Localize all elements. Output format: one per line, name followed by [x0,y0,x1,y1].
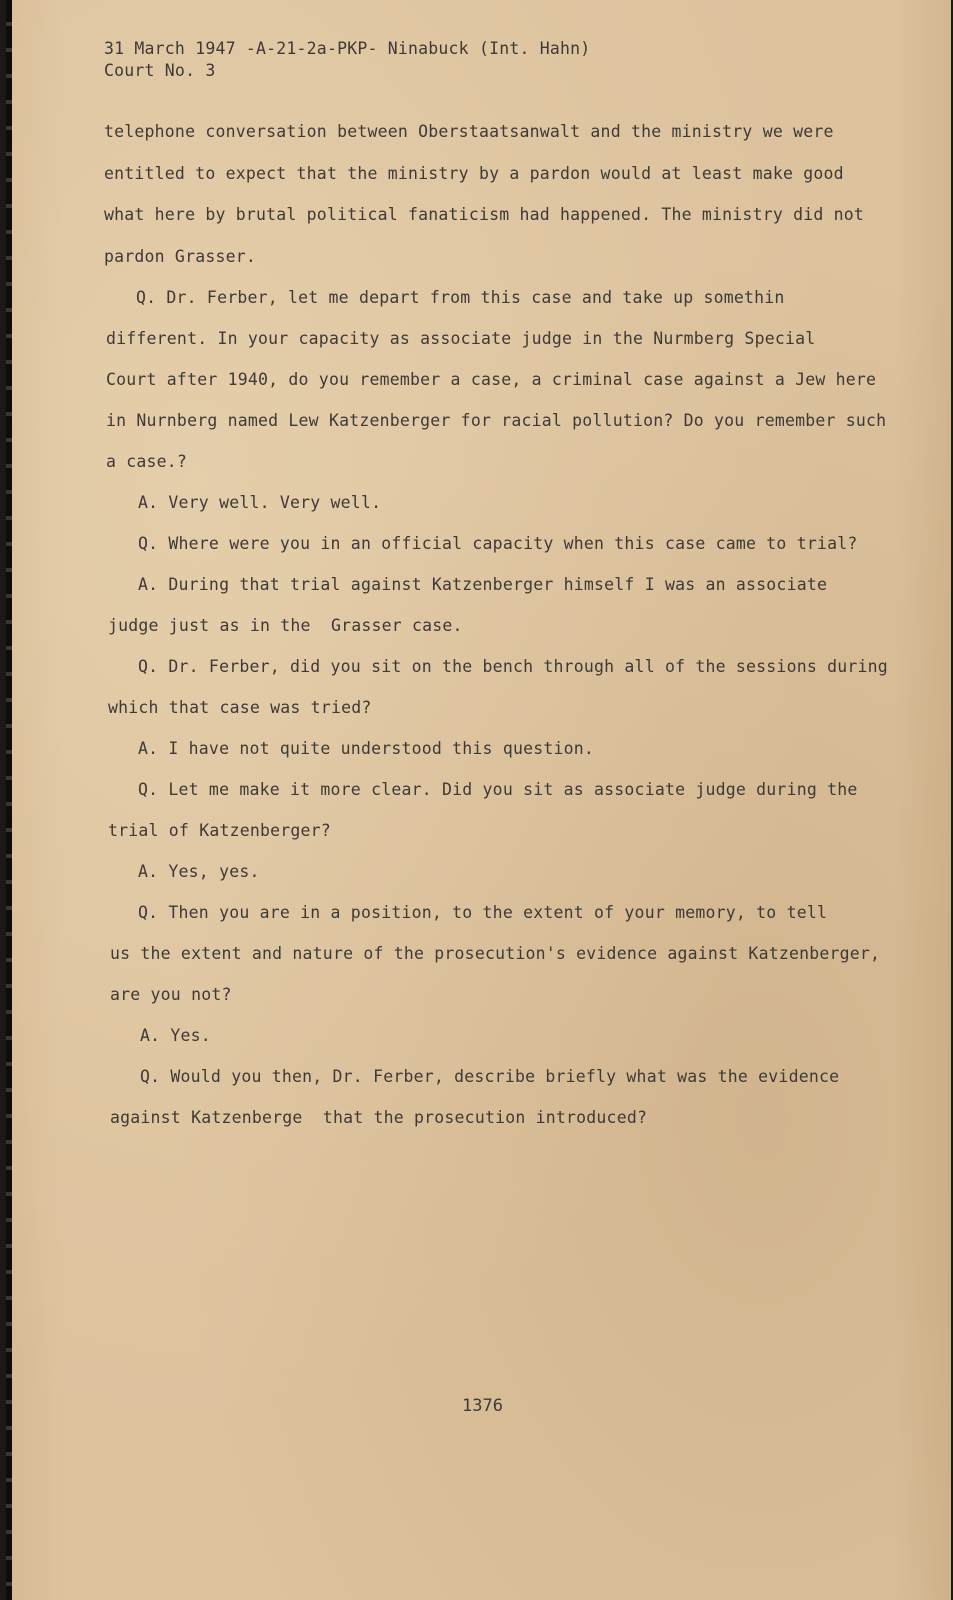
transcript-line: different. In your capacity as associate judge in the Nurmberg Special [106,329,816,348]
document-header [104,38,590,82]
header-line-date-case: 31 March 1947 -A-21-2a-PKP- Ninabuck (Int. Hahn) [104,39,591,58]
transcript-line: trial of Katzenberger? [108,821,331,840]
transcript-line: pardon Grasser. [104,247,257,266]
transcript-line: Q. Where were you in an official capacity when this case came to trial? [138,534,858,553]
transcript-line: A. I have not quite understood this question. [138,739,595,758]
transcript-line: A. Very well. Very well. [138,493,382,512]
transcript-line: against Katzenberge that the prosecution introduced? [110,1108,648,1127]
transcript-line: which that case was tried? [108,698,372,717]
binding-edge [6,0,12,1600]
transcript-line: Q. Dr. Ferber, let me depart from this case and take up somethin [136,288,785,307]
transcript-line: A. Yes, yes. [138,862,260,881]
transcript-line: a case.? [106,452,188,471]
transcript-line: Q. Then you are in a position, to the extent of your memory, to tell [138,903,828,922]
transcript-line: A. During that trial against Katzenberger himself I was an associate [138,575,828,594]
transcript-line: Court after 1940, do you remember a case, a criminal case against a Jew here [106,370,877,389]
transcript-line: what here by brutal political fanaticism had happened. The ministry did not [104,205,865,224]
transcript-line: judge just as in the Grasser case. [108,616,463,635]
transcript-line: in Nurnberg named Lew Katzenberger for racial pollution? Do you remember such [106,411,887,430]
document-page [6,0,951,1600]
transcript-line: are you not? [110,985,232,1004]
header-line-court: Court No. 3 [104,61,216,80]
transcript-line: A. Yes. [140,1026,211,1045]
transcript-line: entitled to expect that the ministry by a pardon would at least make good [104,164,844,183]
transcript-line: us the extent and nature of the prosecution's evidence against Katzenberger, [110,944,881,963]
transcript-line: telephone conversation between Oberstaatsanwalt and the ministry we were [104,122,834,141]
transcript-line: Q. Would you then, Dr. Ferber, describe briefly what was the evidence [140,1067,840,1086]
transcript-line: Q. Dr. Ferber, did you sit on the bench through all of the sessions during [138,657,888,676]
page-number: 1376 [462,1396,503,1416]
transcript-line: Q. Let me make it more clear. Did you sit as associate judge during the [138,780,858,799]
